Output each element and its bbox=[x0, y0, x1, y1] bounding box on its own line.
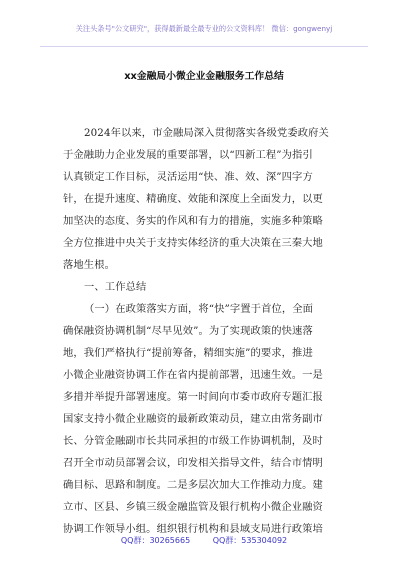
header-divider bbox=[40, 46, 368, 47]
paragraph-line: 协调工作领导小组。组织银行机构和县域支局进行政策培 bbox=[63, 523, 323, 535]
paragraph-line: 小微企业融资协调工作在省内提前部署，迅速生效。一是 bbox=[63, 369, 323, 381]
paragraph-line: 地，我们严格执行“提前筹备，精细实施”的要求，推进 bbox=[63, 347, 313, 359]
paragraph-line: 确目标、思路和制度。二是多层次加大工作推动力度。建 bbox=[63, 479, 323, 491]
paragraph-line: 全方位推进中央关于支持实体经济的重大决策在三秦大地 bbox=[63, 237, 323, 249]
paragraph-line: 加坚决的态度、务实的作风和有力的措施，实施多种策略 bbox=[63, 215, 323, 227]
paragraph-line: 确保融资协调机制“尽早见效”。为了实现政策的快速落 bbox=[63, 325, 313, 337]
footer-qq-group-2: QQ群：535304092 bbox=[212, 536, 288, 545]
paragraph-line: 认真锁定工作目标，灵活运用“快、准、效、深”四字方 bbox=[63, 171, 313, 183]
paragraph-line: 落地生根。 bbox=[63, 259, 115, 271]
paragraph-line: 长、分管金融副市长共同承担的市级工作协调机制，及时 bbox=[63, 435, 323, 447]
paragraph-line: 针，在提升速度、精确度、效能和深度上全面发力，以更 bbox=[63, 193, 323, 205]
paragraph-line: 多措并举提升部署速度。第一时间向市委市政府专题汇报 bbox=[63, 391, 323, 403]
header-promo-text: 关注头条号"公文研究"，获得最新最全最专业的公文资料库！ 微信：gongwenyj bbox=[75, 24, 333, 33]
document-body bbox=[63, 122, 349, 540]
section-heading: 一、工作总结 bbox=[84, 281, 147, 293]
paragraph-line: （一）在政策落实方面，将“快”字置于首位，全面 bbox=[84, 303, 314, 315]
header-banner bbox=[0, 0, 408, 48]
paragraph-line: 国家支持小微企业融资的最新政策动员，建立由常务副市 bbox=[63, 413, 323, 425]
paragraph-line: 2024年以来，市金融局深入贯彻落实各级党委政府关 bbox=[84, 127, 329, 139]
footer-qq-group-1: QQ群：30265665 bbox=[120, 536, 191, 545]
document-title: xx金融局小微企业金融服务工作总结 bbox=[124, 71, 284, 82]
paragraph-line: 立市、区县、乡镇三级金融监管及银行机构小微企业融资 bbox=[63, 501, 323, 513]
footer-contact bbox=[0, 535, 408, 546]
paragraph-line: 召开全市动员部署会议，印发相关指导文件，结合市情明 bbox=[63, 457, 323, 469]
paragraph-line: 于金融助力企业发展的重要部署，以“四新工程”为指引 bbox=[63, 149, 313, 161]
